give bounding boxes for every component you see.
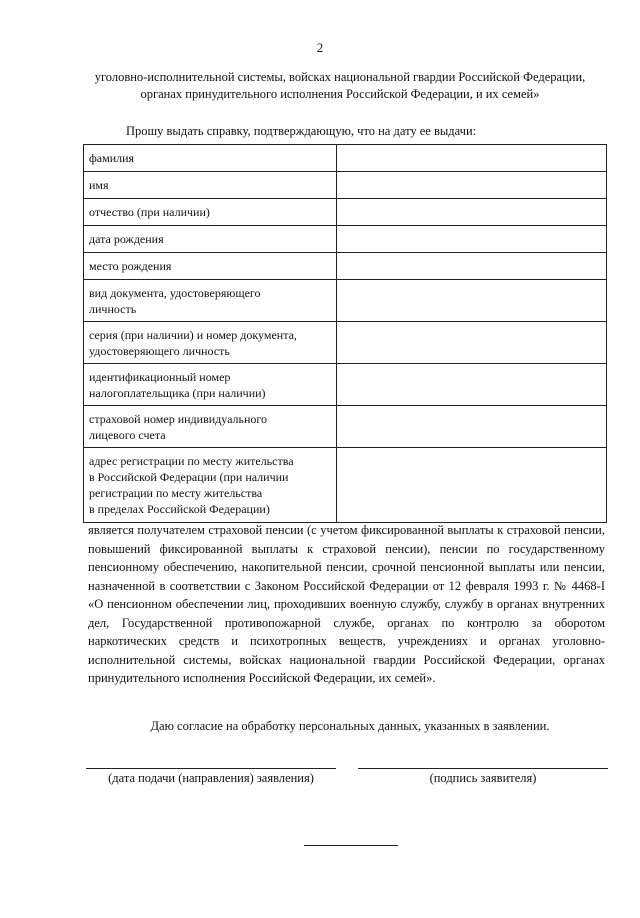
form-field-label: имя — [84, 172, 337, 199]
form-row — [84, 199, 607, 226]
form-field-value[interactable] — [337, 145, 607, 172]
form-field-value[interactable] — [337, 322, 607, 364]
form-field-label: адрес регистрации по месту жительства в Российской Федерации (при наличии регистрации по месту жительства в пределах Российской Федерации) — [84, 448, 337, 523]
form-field-label: отчество (при наличии) — [84, 199, 337, 226]
form-field-value[interactable] — [337, 226, 607, 253]
header-line-2: органах принудительного исполнения Российской Федерации, и их семей» — [140, 87, 540, 101]
body-paragraph: является получателем страховой пенсии (с учетом фиксированной выплаты к страховой пенсии, повышений фиксированной выплаты к страховой пенсии), пенсии по государственному пенсионному обеспечению, накопительной пенсии, срочной пенсионной выплаты или пенсии, назначенной в соответствии с Законом Российской Федерации от 12 февраля 1993 г. № 4468-I «О пенсионном обеспечении лиц, проходивших военную службу, службу в органах внутренних дел, Государственной противопожарной службе, органах по контролю за оборотом наркотических средств и психотропных веществ, учреждениях и органах уголовно-исполнительной системы, войсках национальной гвардии Российской Федерации, органах принудительного исполнения Российской Федерации, их семей». — [88, 523, 605, 685]
form-field-value[interactable] — [337, 172, 607, 199]
form-row — [84, 253, 607, 280]
form-field-label: фамилия — [84, 145, 337, 172]
form-row — [84, 280, 607, 322]
consent-statement: Даю согласие на обработку персональных данных, указанных в заявлении. — [150, 719, 550, 733]
header-text — [70, 69, 610, 103]
request-line: Прошу выдать справку, подтверждающую, что на дату ее выдачи: — [126, 124, 477, 138]
form-field-label: место рождения — [84, 253, 337, 280]
form-field-label: идентификационный номер налогоплательщика (при наличии) — [84, 364, 337, 406]
footer-divider — [304, 845, 398, 846]
form-row — [84, 172, 607, 199]
form-field-label: дата рождения — [84, 226, 337, 253]
form-row — [84, 145, 607, 172]
applicant-data-table — [83, 144, 607, 523]
page-number: 2 — [316, 40, 324, 55]
form-field-label: серия (при наличии) и номер документа, удостоверяющего личность — [84, 322, 337, 364]
form-field-value[interactable] — [337, 448, 607, 523]
form-field-value[interactable] — [337, 253, 607, 280]
applicant-signature-line[interactable] — [358, 768, 608, 769]
form-field-label: вид документа, удостоверяющего личность — [84, 280, 337, 322]
form-row — [84, 226, 607, 253]
form-row — [84, 322, 607, 364]
form-field-label: страховой номер индивидуального лицевого счета — [84, 406, 337, 448]
date-caption: (дата подачи (направления) заявления) — [108, 771, 314, 785]
form-field-value[interactable] — [337, 364, 607, 406]
header-line-1: уголовно-исполнительной системы, войсках национальной гвардии Российской Федерации, — [94, 70, 586, 84]
form-row — [84, 364, 607, 406]
form-field-value[interactable] — [337, 406, 607, 448]
signature-caption: (подпись заявителя) — [429, 771, 537, 785]
form-row — [84, 448, 607, 523]
form-field-value[interactable] — [337, 280, 607, 322]
form-row — [84, 406, 607, 448]
date-signature-line[interactable] — [86, 768, 336, 769]
form-field-value[interactable] — [337, 199, 607, 226]
